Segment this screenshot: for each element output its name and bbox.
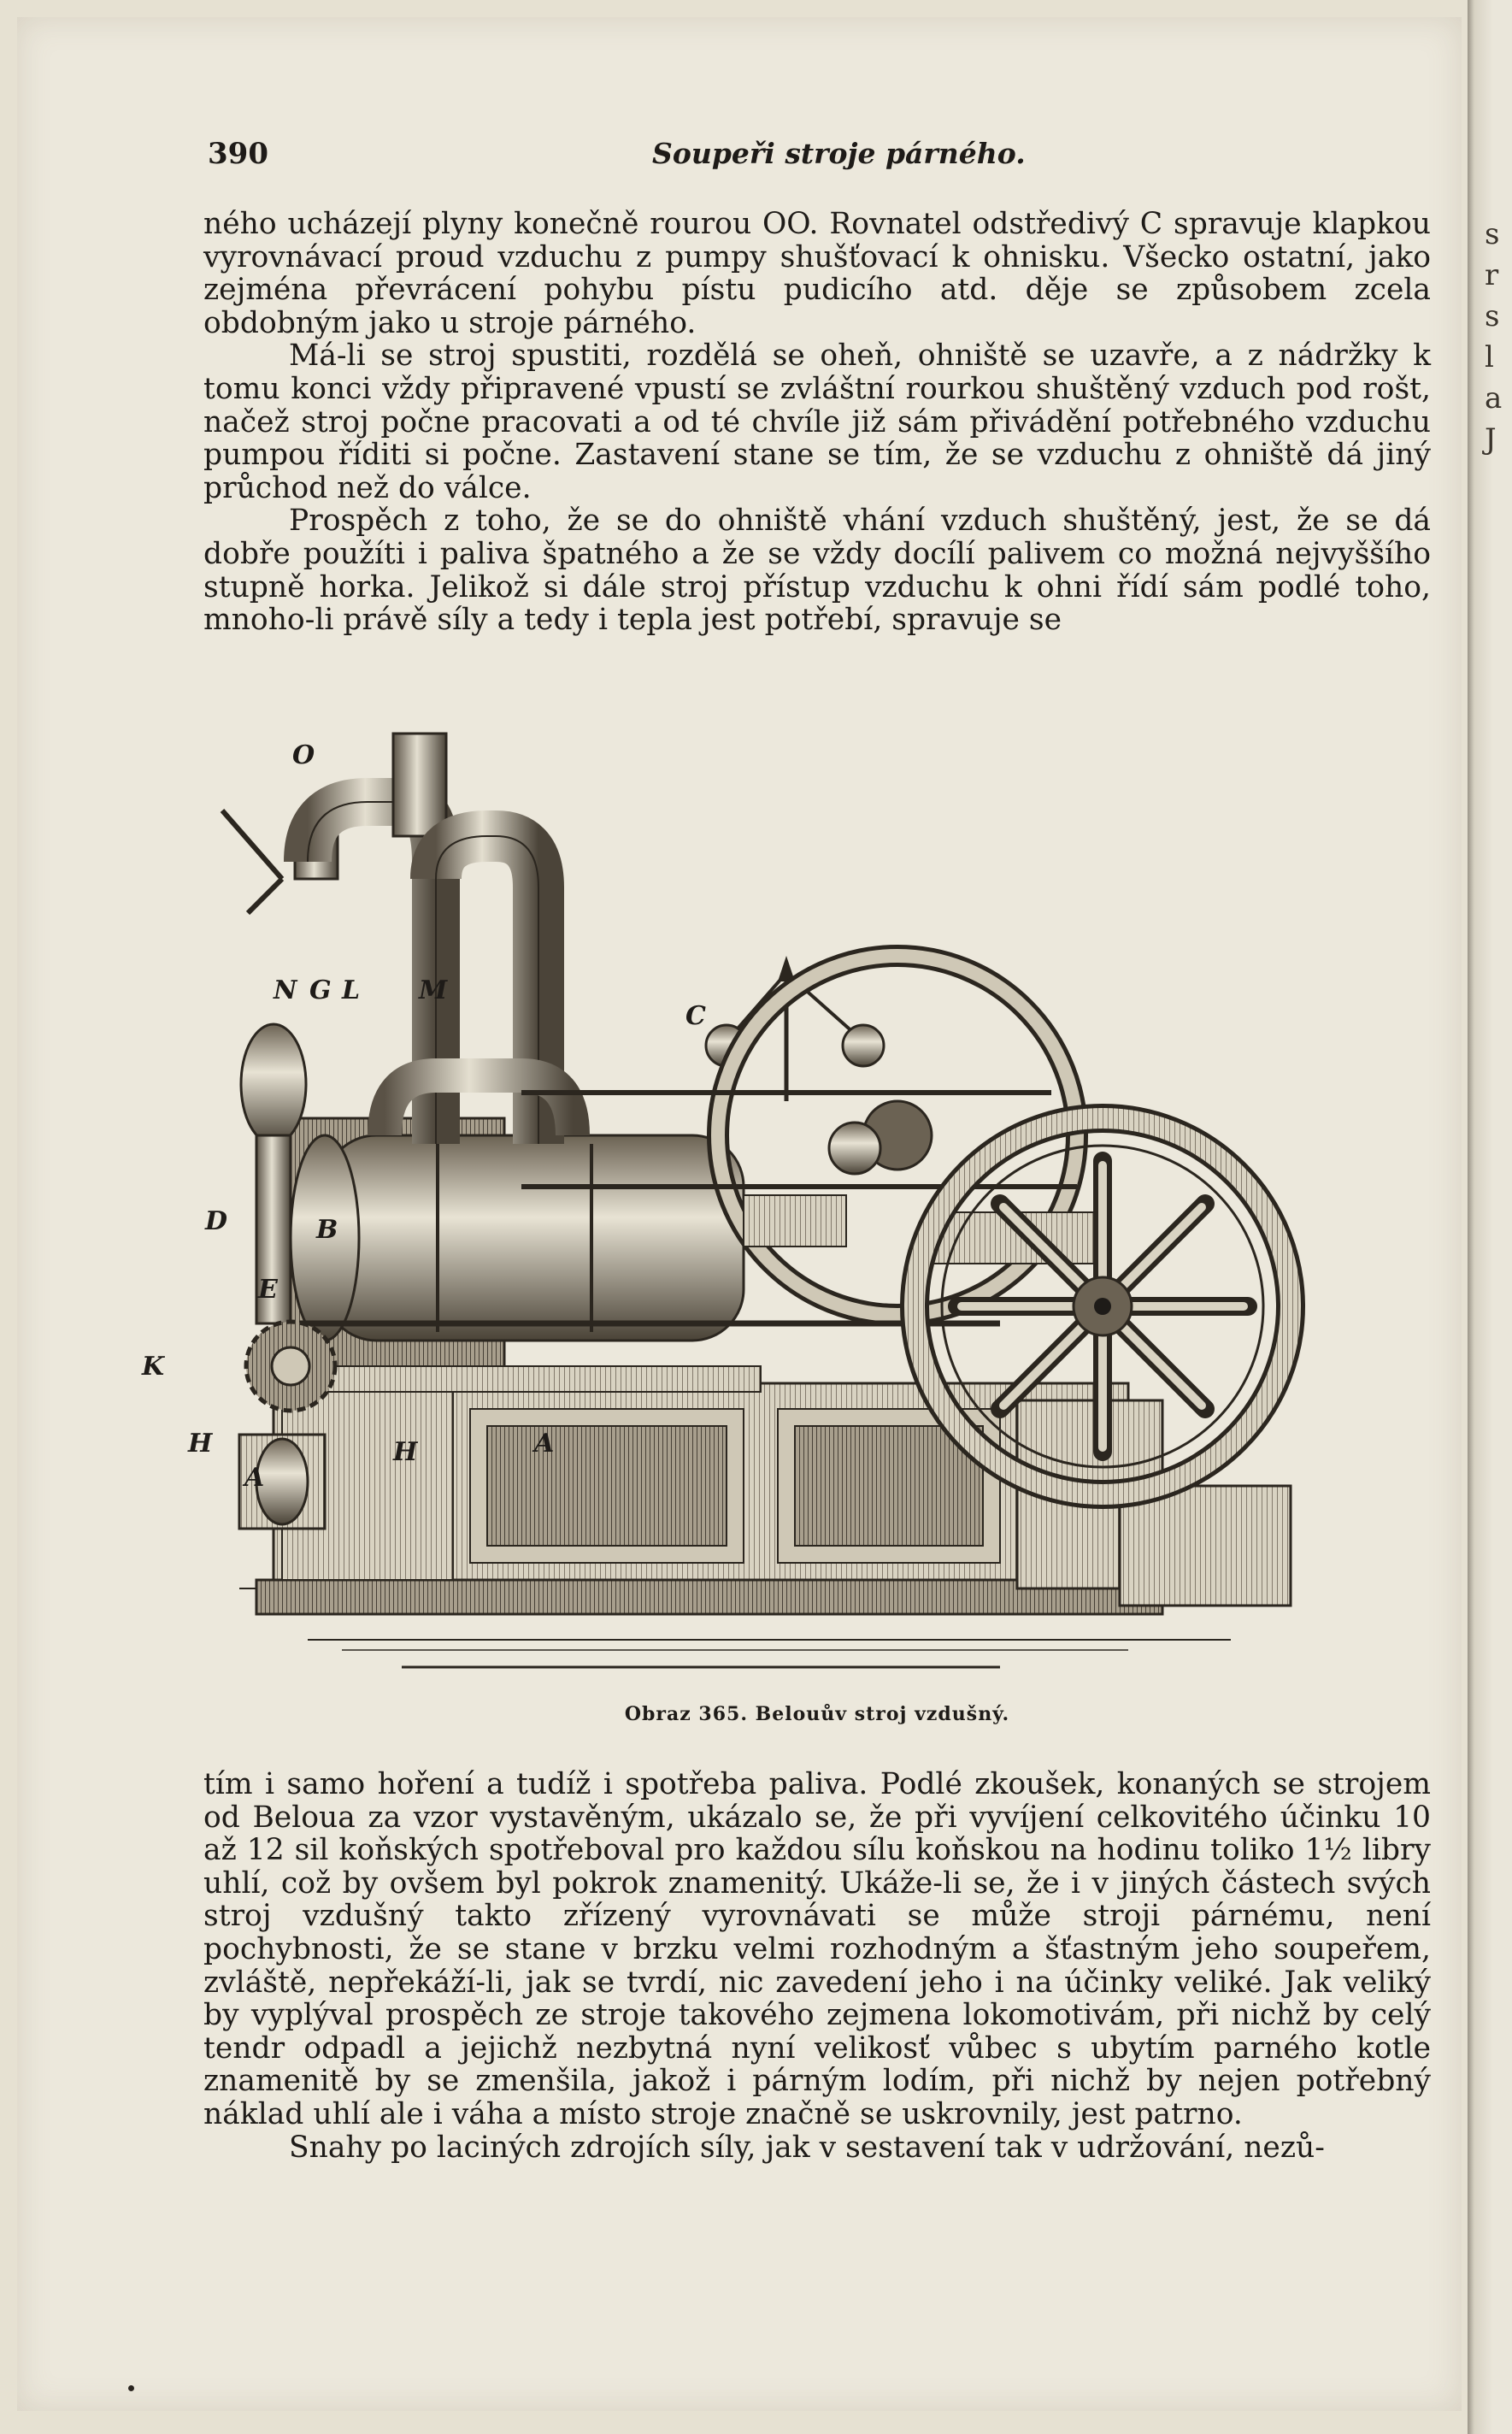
edge-letter: J	[1485, 422, 1497, 457]
pipes	[295, 734, 573, 1144]
label-K: K	[142, 1352, 165, 1382]
label-C: C	[685, 1001, 706, 1031]
edge-letter: r	[1485, 258, 1499, 292]
edge-letters	[1485, 214, 1509, 460]
margin-dot	[128, 2385, 134, 2391]
label-G: G	[309, 975, 332, 1005]
paragraph: Prospěch z toho, že se do ohniště vhání vzduch shuštěný, jest, že se dá dobře použíti i paliva špatného a že se vždy docílí palivem co možná nejvyššího stupně horka. Jelikož si dále stroj přístup vzduchu k ohni řídí sám podlé toho, mnoho-li právě síly a tedy i tepla jest potřebí, spravuje se	[203, 504, 1431, 638]
label-O: O	[292, 740, 315, 770]
edge-letter: a	[1485, 381, 1503, 415]
text-block-top	[203, 208, 1431, 637]
label-L: L	[342, 975, 361, 1005]
label-A: A	[534, 1429, 555, 1459]
edge-letter: s	[1485, 217, 1500, 251]
running-title: Soupeři stroje párného.	[652, 137, 1026, 170]
label-E: E	[258, 1275, 278, 1305]
edge-letter: s	[1485, 299, 1500, 333]
paragraph: tím i samo hoření a tudíž i spotřeba paliva. Podlé zkoušek, konaných se strojem od Beloua za vzor vystavěným, ukázalo se, že při vyvíjení celkovitého účinku 10 až 12 sil koňských spotřeboval pro každou sílu koňskou na hodinu toliko 1½ libry uhlí, což by ovšem byl pokrok znamenitý. Ukáže-li se, že i v jiných částech svých stroj vzdušný takto zřízený vyrovnávati se může stroji párnému, není pochybnosti, že se stane v brzku velmi rozhodným a šťastným jeho soupeřem, zvláště, nepřekáží-li, jak se tvrdí, nic zavedení jeho i na účinky veliké. Jak veliký by vyplýval prospěch ze stroje takového zejmena lokomotivám, při nichž by celý tendr odpadl a jejichž nezbytná nyní velikosť vůbec s ubytím parného kotle znamenitě by se zmenšila, jakož i párným lodím, při nichž by nejen potřebný náklad uhlí ale i váha a místo stroje značně se uskrovnily, jest patrno.	[203, 1767, 1431, 2131]
label-H: H	[393, 1437, 418, 1467]
figure-caption: Obraz 365. Belouův stroj vzdušný.	[624, 1703, 1010, 1725]
label-N: N	[274, 975, 297, 1005]
text-block-bottom	[203, 1768, 1431, 2164]
cylinder-block	[282, 1118, 761, 1392]
label-M: M	[419, 975, 448, 1005]
running-head	[208, 137, 1430, 180]
label-A: A	[244, 1463, 265, 1493]
paragraph: ného ucházejí plyny konečně rourou OO. Rovnatel odstředivý C spravuje klapkou vyrovnávací proud vzduchu z pumpy shušťovací k ohnisku. Všecko ostatní, jako zejména převrácení pohybu pístu pudicího atd. děje se způsobem zcela obdobným jako u stroje párného.	[203, 207, 1431, 340]
next-page-edge	[1468, 0, 1512, 2434]
edge-letter: l	[1485, 340, 1494, 374]
paragraph: Snahy po laciných zdrojích síly, jak v sestavení tak v udržování, nezů-	[289, 2130, 1325, 2165]
paragraph: Má-li se stroj spustiti, rozdělá se oheň, ohniště se uzavře, a z nádržky k tomu konci vždy připravené vpustí se zvláštní rourkou shuštěný vzduch pod rošt, načež stroj počne pracovati a od té chvíle již sám přivádění potřebného vzduchu pumpou říditi si počne. Zastavení stane se tím, že se vzduchu z ohniště dá jiný průchod než do válce.	[203, 339, 1431, 505]
engine-illustration	[142, 734, 1359, 1691]
front-flywheel	[915, 1118, 1291, 1494]
label-D: D	[205, 1206, 228, 1236]
page-number: 390	[208, 137, 268, 171]
label-H: H	[188, 1429, 213, 1459]
label-B: B	[316, 1215, 338, 1245]
